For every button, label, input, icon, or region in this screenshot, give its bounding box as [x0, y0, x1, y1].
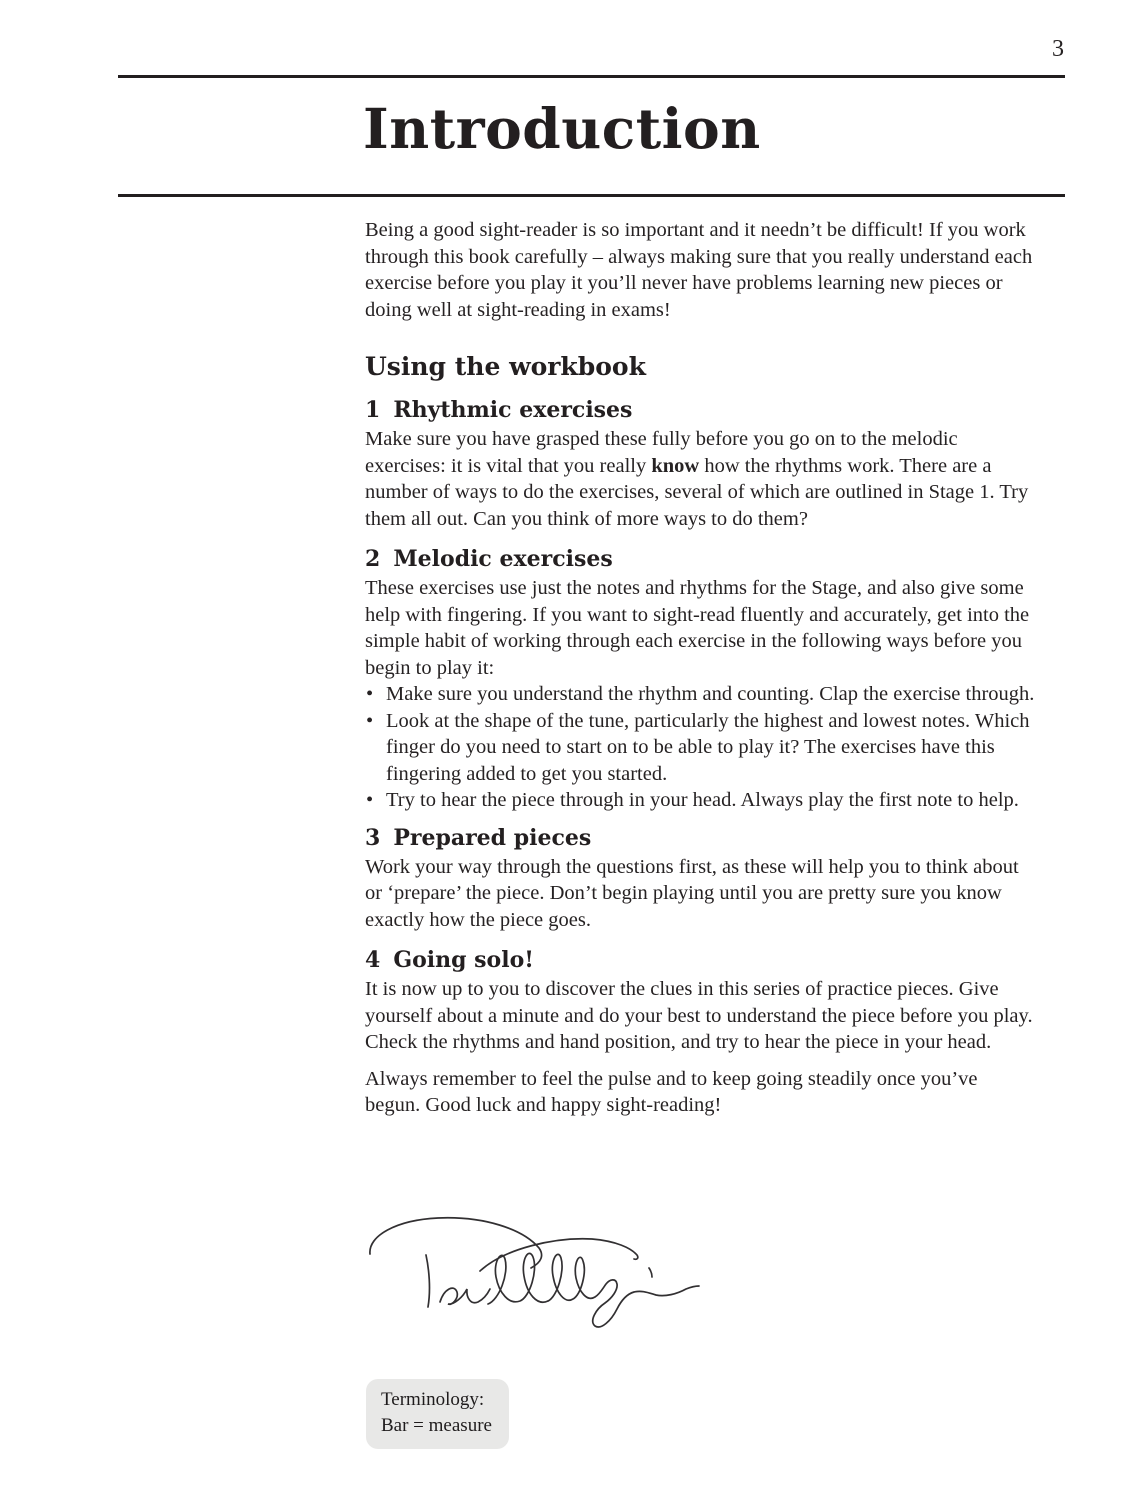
bullet-icon: • — [366, 683, 374, 705]
section-heading-melodic-exercises — [365, 545, 1035, 573]
melodic-exercises-bullet-list — [365, 681, 1035, 814]
terminology-box — [366, 1379, 509, 1449]
section-title: Melodic exercises — [393, 546, 613, 572]
list-item-text: Look at the shape of the tune, particularly the highest and lowest notes. Which finger do you need to start on to be able to play it? The exercises have this fingering added to get you started. — [386, 709, 1030, 785]
section-body-prepared-pieces: Work your way through the questions first, as these will help you to think about or ‘prepare’ the piece. Don’t begin playing until you are pretty sure you know exactly how the piece goes. — [365, 855, 1019, 931]
intro-paragraph: Being a good sight-reader is so important and it needn’t be difficult! If you work through this book carefully – always making sure that you really understand each exercise before you play it you’ll never have problems learning new pieces or doing well at sight-reading in exams! — [365, 219, 1033, 321]
list-item — [365, 787, 1035, 814]
section-heading-going-solo — [365, 946, 1035, 974]
page-title: Introduction — [363, 96, 761, 161]
section-body-going-solo: It is now up to you to discover the clues in this series of practice pieces. Give yourself about a minute and do your best to understand the piece before you play. Check the rhythms and hand position, and try to hear the piece in your head. — [365, 978, 1033, 1053]
section-body-melodic-exercises: These exercises use just the notes and rhythms for the Stage, and also give some help with fingering. If you want to sight-read fluently and accurately, get into the simple habit of working through each exercise in the following ways before you begin to play it: — [365, 577, 1030, 679]
terminology-label: Terminology: — [381, 1389, 485, 1410]
page-number: 3 — [1052, 36, 1064, 62]
section-heading-rhythmic-exercises — [365, 396, 1035, 424]
list-item-text: Make sure you understand the rhythm and counting. Clap the exercise through. — [386, 683, 1035, 705]
list-item-text: Try to hear the piece through in your head. Always play the first note to help. — [386, 789, 1019, 811]
section-heading-prepared-pieces — [365, 824, 1035, 852]
section-number: 1 — [365, 397, 381, 423]
section-title: Prepared pieces — [393, 824, 592, 851]
section-body-rhythmic-exercises — [365, 426, 1035, 532]
body-text: Make sure you have grasped these fully before you go on to the melodic exercises: it is vital that you really — [365, 428, 958, 477]
signature-stroke — [649, 1268, 652, 1277]
author-signature — [360, 1210, 720, 1340]
list-item — [365, 708, 1035, 788]
emphasized-word: know — [651, 454, 700, 477]
section-number: 2 — [365, 546, 381, 572]
workbook-heading: Using the workbook — [365, 352, 646, 381]
bullet-icon: • — [366, 709, 374, 732]
section-title: Going solo! — [393, 947, 534, 973]
signature-stroke — [370, 1218, 542, 1268]
section-number: 4 — [365, 947, 381, 973]
section-title: Rhythmic exercises — [393, 397, 633, 423]
bullet-icon: • — [366, 789, 374, 811]
section-number: 3 — [365, 824, 381, 851]
top-rule — [118, 75, 1065, 78]
signature-stroke — [548, 1254, 699, 1327]
signature-stroke — [426, 1255, 429, 1307]
terminology-definition: Bar = measure — [381, 1415, 492, 1436]
body-text: how the rhythms work. There are a number of ways to do the exercises, several of which are outlined in Stage 1. Try them all out. Can you think of more ways to do them? — [365, 454, 1029, 530]
signature-stroke — [440, 1288, 490, 1304]
list-item — [365, 681, 1035, 708]
closing-paragraph: Always remember to feel the pulse and to keep going steadily once you’ve begun. Good luck and happy sight-reading! — [365, 1067, 978, 1116]
content-column — [365, 217, 1035, 1119]
title-rule — [118, 194, 1065, 197]
